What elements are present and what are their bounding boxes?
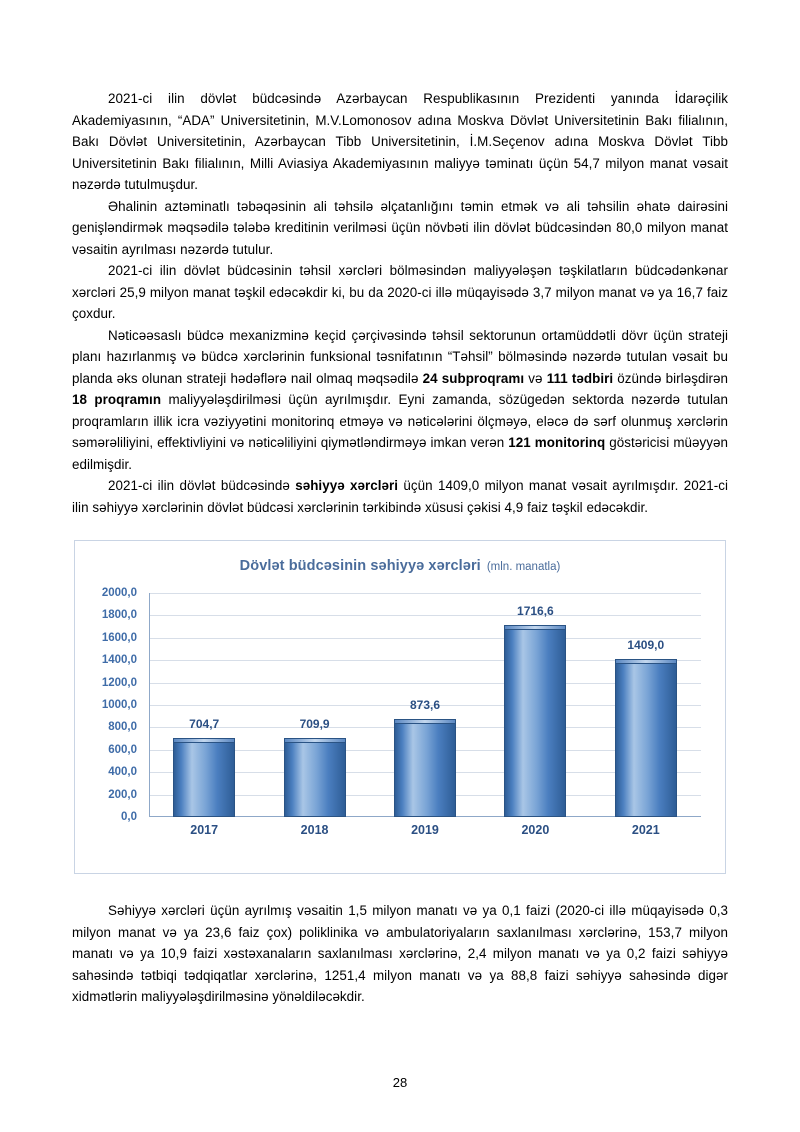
paragraph-programs	[72, 325, 728, 476]
chart-bar	[394, 719, 456, 817]
chart-bar-top	[504, 625, 566, 630]
chart-x-axis-labels	[149, 823, 701, 843]
chart-bar-top	[615, 659, 677, 664]
chart-bar-group	[591, 593, 701, 817]
chart-x-tick-label: 2020	[521, 823, 550, 837]
chart-x-tick-label: 2019	[411, 823, 439, 837]
health-text-part2: üçün 1409,0 milyon manat vəsait ayrılmışdır. 2021-ci ilin səhiyyə xərclərinin dövlət büdcəsi xərclərinin tərkibində xüsusi çəkisi 4,9 faiz təşkil edəcəkdir.	[72, 478, 728, 515]
chart-bar-group	[480, 593, 590, 817]
chart-x-tick-label: 2021	[631, 823, 660, 837]
programs-text-part3: göstəricisi müəyyən edilmişdir.	[72, 435, 729, 472]
programs-bold-programs: 18 proqramın	[72, 392, 162, 407]
health-expenses-chart	[74, 540, 726, 874]
chart-bar-value-label: 1409,0	[627, 638, 665, 653]
programs-text-mid1: və	[524, 370, 547, 386]
paragraph-1: 2021-ci ilin dövlət büdcəsində Azərbaycan Respublikasının Prezidenti yanında İdarəçilik Akademiyasının, “ADA” Universitetinin, M.V.Lomonosov adına Moskva Dövlət Universitetinin Bakı filialının, Bakı Dövlət Universitetinin, Azərbaycan Tibb Universitetinin, İ.M.Seçenov adına Moskva Dövlət Tibb Universitetinin Bakı filialının, Milli Aviasiya Akademiyasının maliyyə təminatı üçün 54,7 milyon manat vəsait nəzərdə tutulmuşdur.	[72, 91, 728, 192]
chart-bar	[173, 738, 235, 817]
chart-y-tick-label: 2000,0	[101, 587, 137, 599]
chart-y-tick-label: 800,0	[108, 721, 137, 734]
chart-bar-value-label: 1716,6	[517, 603, 554, 618]
chart-title: Dövlət büdcəsinin səhiyyə xərcləri	[239, 558, 481, 574]
programs-text-part1: Nəticəəsaslı büdcə mexanizminə keçid çərçivəsində təhsil sektorunun ortamüddətli dövr üçün strateji planı hazırlanmış və büdcə xərclərinin funksional təsnifatının “Təhsil” bölməsində nəzərdə tutulan vəsait bu planda əks olunan strateji hədəflərə nail olmaq məqsədilə	[72, 327, 728, 386]
programs-bold-subprograms: 24 subproqramı	[422, 370, 525, 386]
chart-bar-top	[173, 738, 235, 743]
chart-y-tick-label: 1000,0	[101, 699, 137, 711]
paragraph-health	[72, 475, 728, 518]
chart-bar	[615, 659, 677, 817]
programs-text-mid2: özündə birləşdirən	[613, 370, 728, 386]
paragraph-2: Əhalinin aztəminatlı təbəqəsinin ali təhsilə əlçatanlığını təmin etmək və ali təhsilin əhatə dairəsini genişləndirmək məqsədilə tələbə kreditinin verilməsi üçün növbəti ilin dövlət büdcəsindən 80,0 milyon manat vəsaitin ayrılması nəzərdə tutulur.	[72, 198, 728, 257]
chart-y-axis-labels	[83, 587, 141, 823]
paragraph-after-chart: Səhiyyə xərcləri üçün ayrılmış vəsaitin 1,5 milyon manatı və ya 0,1 faizi (2020-ci illə müqayisədə 0,3 milyon manat və ya 23,6 faiz çox) poliklinika və ambulatoriyaların saxlanılması xərclərinə, 153,7 milyon manatı və ya 10,9 faizi xəstəxanaların saxlanılması xərclərinə, 2,4 milyon manatı və ya 0,2 faizi səhiyyə sahəsində tətbiqi tədqiqatlar xərclərinə, 1251,4 milyon manatı və ya 88,8 faizi səhiyyə sahəsində digər xidmətlərin maliyyələşdirilməsinə yönəldiləcəkdir.	[72, 903, 728, 1004]
chart-y-tick-label: 600,0	[108, 743, 137, 756]
chart-bar	[284, 738, 346, 818]
chart-y-tick-label: 200,0	[108, 788, 137, 801]
chart-x-tick-label: 2018	[300, 823, 329, 837]
chart-plot-area	[149, 593, 701, 817]
chart-y-tick-label: 1800,0	[101, 609, 137, 622]
health-bold-expenses: səhiyyə xərcləri	[295, 478, 399, 493]
chart-bar-group	[370, 593, 480, 817]
page-number: 28	[392, 1075, 408, 1090]
paragraph-3: 2021-ci ilin dövlət büdcəsinin təhsil xərcləri bölməsindən maliyyələşən təşkilatların büdcədənkənar xərcləri 25,9 milyon manat təşkil edəcəkdir ki, bu da 2020-ci illə müqayisədə 3,7 milyon manat və ya 16,7 faiz çoxdur.	[72, 263, 728, 321]
chart-bars	[149, 593, 701, 817]
health-text-part1: 2021-ci ilin dövlət büdcəsində	[108, 478, 296, 493]
programs-text-part2: maliyyələşdirilməsi üçün ayrılmışdır. Eyni zamanda, sözügedən sektorda nəzərdə tutulan proqramların illik icra vəziyyətini monitorinq etməyə və nəticələrini ölçməyə, eləcə də sərf olunmuş xərclərin səmərəliliyini, effektivliyini və nəticəliliyini qiymətləndirməyə imkan verən	[72, 392, 728, 450]
chart-bar-group	[149, 593, 259, 817]
chart-y-tick-label: 400,0	[108, 766, 137, 779]
chart-subtitle: (mln. manatla)	[486, 561, 561, 573]
programs-bold-monitoring: 121 monitorinq	[508, 435, 606, 450]
chart-bar-value-label: 704,7	[189, 717, 220, 732]
chart-bar-group	[259, 593, 369, 817]
chart-bar-value-label: 873,6	[409, 698, 440, 713]
chart-bar-value-label: 709,9	[299, 716, 330, 731]
chart-x-tick-label: 2017	[190, 823, 219, 837]
chart-y-tick-label: 1600,0	[101, 631, 137, 644]
chart-y-tick-label: 1200,0	[101, 676, 137, 689]
chart-y-tick-label: 0,0	[121, 811, 137, 823]
chart-bar	[504, 625, 566, 817]
chart-title-row	[75, 557, 725, 575]
chart-bar-top	[284, 738, 346, 743]
chart-y-tick-label: 1400,0	[101, 654, 137, 667]
programs-bold-measures: 111 tədbiri	[546, 370, 614, 386]
chart-bar-top	[394, 719, 456, 724]
